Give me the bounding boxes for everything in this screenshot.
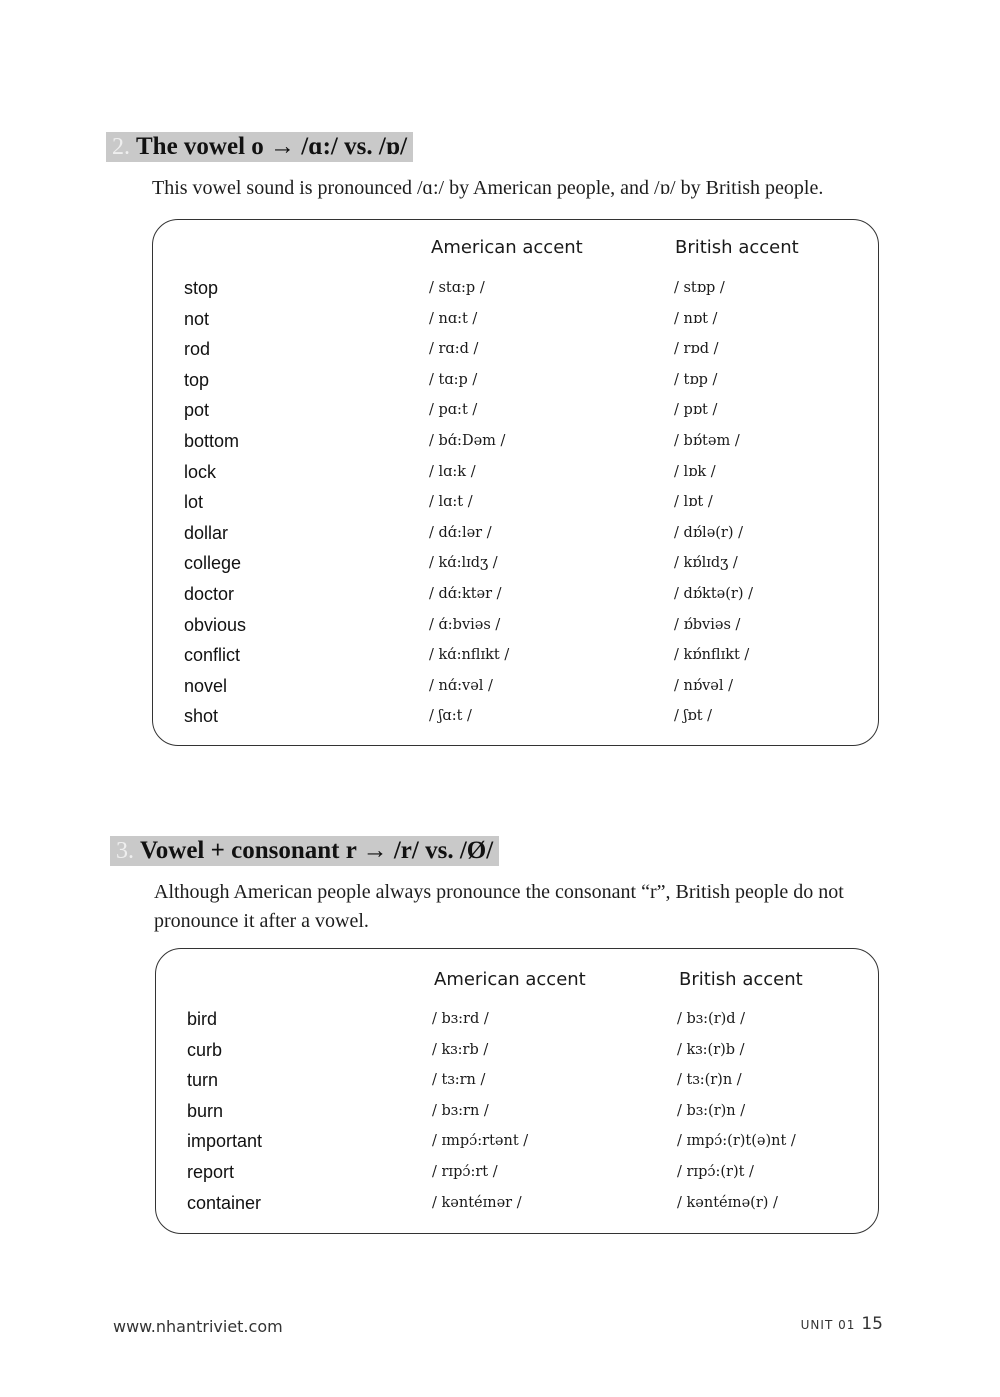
- british-ipa-cell: / bɜ:(r)d /: [677, 1011, 746, 1027]
- section-3-intro-line-1: Although American people always pronounce the consonant “r”, British people do not: [154, 881, 844, 903]
- word-cell: doctor: [184, 584, 235, 604]
- section-2-intro: This vowel sound is pronounced /ɑ:/ by American people, and /ɒ/ by British people.: [152, 177, 824, 199]
- american-ipa-cell: / nɑ:t /: [429, 310, 478, 327]
- table-row: [156, 1193, 878, 1223]
- word-cell: conflict: [184, 645, 241, 666]
- word-cell: novel: [184, 675, 228, 696]
- table-row: [153, 370, 878, 400]
- british-ipa-cell: / tɒp /: [674, 371, 718, 388]
- table-row: [153, 706, 878, 736]
- section-3-intro: [154, 878, 844, 936]
- word-cell: turn: [187, 1070, 219, 1091]
- american-ipa-cell: / kəntéɪnər /: [432, 1194, 522, 1211]
- american-ipa-cell: / bɜ:rn /: [432, 1102, 489, 1119]
- american-ipa-cell: / rɪpɔ́:rt /: [432, 1164, 498, 1180]
- american-ipa-cell: / kɑ́:lɪdʒ /: [429, 555, 498, 572]
- table-row: [153, 584, 878, 614]
- american-ipa-cell: / tɜ:rn /: [432, 1072, 486, 1089]
- word-cell: obvious: [184, 614, 247, 635]
- word-cell: bird: [187, 1009, 218, 1029]
- table-row: [153, 431, 878, 461]
- american-ipa-cell: / lɑ:k /: [429, 463, 476, 480]
- table-row: [153, 309, 878, 339]
- section-2-heading: [106, 132, 413, 162]
- british-ipa-cell: / pɒt /: [674, 402, 718, 419]
- page-footer: [801, 1314, 883, 1334]
- british-ipa-cell: / nɒ́vəl /: [674, 677, 734, 694]
- american-ipa-cell: / bɑ́:Dəm /: [429, 433, 506, 449]
- british-accent-header: British accent: [675, 237, 799, 258]
- table-row: [156, 1040, 878, 1070]
- british-accent-header: British accent: [679, 969, 803, 990]
- website-link[interactable]: www.nhantriviet.com: [113, 1317, 283, 1336]
- section-2-table: [152, 219, 879, 746]
- word-cell: shot: [184, 706, 219, 727]
- american-ipa-cell: / dɑ́:ktər /: [429, 586, 502, 602]
- table-row: [153, 400, 878, 430]
- page-number: 15: [861, 1314, 883, 1334]
- american-ipa-cell: / ɑ́:bviəs /: [429, 616, 501, 633]
- table-row: [153, 676, 878, 706]
- american-ipa-cell: / stɑ:p /: [429, 280, 485, 296]
- table-row: [153, 615, 878, 645]
- british-ipa-cell: / ʃɒt /: [674, 708, 713, 725]
- table-row: [156, 1009, 878, 1039]
- word-cell: rod: [184, 339, 211, 360]
- british-ipa-cell: / kɜ:(r)b /: [677, 1041, 745, 1058]
- word-cell: lot: [184, 492, 204, 513]
- table-row: [153, 553, 878, 583]
- table-row: [153, 278, 878, 308]
- section-2-number: 2.: [112, 134, 130, 160]
- american-ipa-cell: / ʃɑ:t /: [429, 708, 472, 725]
- american-ipa-cell: / dɑ́:lər /: [429, 524, 492, 541]
- word-cell: burn: [187, 1100, 224, 1121]
- table-row: [156, 1162, 878, 1192]
- word-cell: report: [187, 1162, 235, 1182]
- british-ipa-cell: / kɒ́lɪdʒ /: [674, 555, 738, 572]
- british-ipa-cell: / ɒ́bviəs /: [674, 616, 741, 633]
- british-ipa-cell: / bɒ́təm /: [674, 433, 740, 449]
- british-ipa-cell: / kɒ́nflɪkt /: [674, 647, 750, 664]
- word-cell: curb: [187, 1039, 223, 1060]
- american-accent-header: American accent: [431, 237, 583, 258]
- table-row: [153, 492, 878, 522]
- word-cell: important: [187, 1131, 263, 1152]
- american-ipa-cell: / lɑ:t /: [429, 494, 473, 511]
- british-ipa-cell: / kəntéɪnə(r) /: [677, 1194, 778, 1211]
- british-ipa-cell: / dɒ́ktə(r) /: [674, 586, 753, 602]
- british-ipa-cell: / dɒ́lə(r) /: [674, 524, 744, 541]
- american-ipa-cell: / kɜ:rb /: [432, 1041, 489, 1058]
- word-cell: top: [184, 369, 210, 390]
- british-ipa-cell: / lɒk /: [674, 463, 716, 480]
- table-row: [153, 339, 878, 369]
- section-3-title: Vowel + consonant r → /r/ vs. /Ø/: [140, 837, 494, 864]
- section-3-heading: [110, 836, 499, 866]
- british-ipa-cell: / nɒt /: [674, 310, 718, 327]
- word-cell: bottom: [184, 431, 240, 451]
- section-3-intro-line-2: pronounce it after a vowel.: [154, 910, 369, 932]
- british-ipa-cell: / tɜ:(r)n /: [677, 1072, 742, 1089]
- word-cell: lock: [184, 461, 217, 482]
- word-cell: pot: [184, 400, 210, 421]
- british-ipa-cell: / ɪmpɔ́:(r)t(ə)nt /: [677, 1133, 796, 1150]
- word-cell: container: [187, 1192, 262, 1213]
- table-row: [153, 462, 878, 492]
- word-cell: college: [184, 553, 242, 574]
- american-ipa-cell: / tɑ:p /: [429, 371, 478, 388]
- american-ipa-cell: / kɑ́:nflɪkt /: [429, 647, 510, 664]
- american-ipa-cell: / nɑ́:vəl /: [429, 677, 493, 694]
- table-row: [156, 1101, 878, 1131]
- section-3-number: 3.: [116, 838, 134, 864]
- unit-label: UNIT 01: [800, 1318, 856, 1332]
- table-row: [156, 1070, 878, 1100]
- british-ipa-cell: / stɒp /: [674, 280, 725, 296]
- word-cell: not: [184, 308, 210, 329]
- word-cell: dollar: [184, 522, 229, 543]
- american-ipa-cell: / rɑ:d /: [429, 341, 479, 358]
- american-ipa-cell: / ɪmpɔ́:rtənt /: [432, 1133, 529, 1150]
- word-cell: stop: [184, 278, 219, 298]
- american-ipa-cell: / bɜ:rd /: [432, 1011, 489, 1027]
- american-ipa-cell: / pɑ:t /: [429, 402, 478, 419]
- table-row: [153, 645, 878, 675]
- british-ipa-cell: / rɒd /: [674, 341, 719, 358]
- section-3-table: [155, 948, 879, 1234]
- british-ipa-cell: / bɜ:(r)n /: [677, 1102, 746, 1119]
- table-row: [153, 523, 878, 553]
- american-accent-header: American accent: [434, 969, 586, 990]
- table-row: [156, 1131, 878, 1161]
- british-ipa-cell: / rɪpɔ́:(r)t /: [677, 1164, 754, 1180]
- british-ipa-cell: / lɒt /: [674, 494, 713, 511]
- section-2-title: The vowel o → /ɑ:/ vs. /ɒ/: [136, 133, 408, 160]
